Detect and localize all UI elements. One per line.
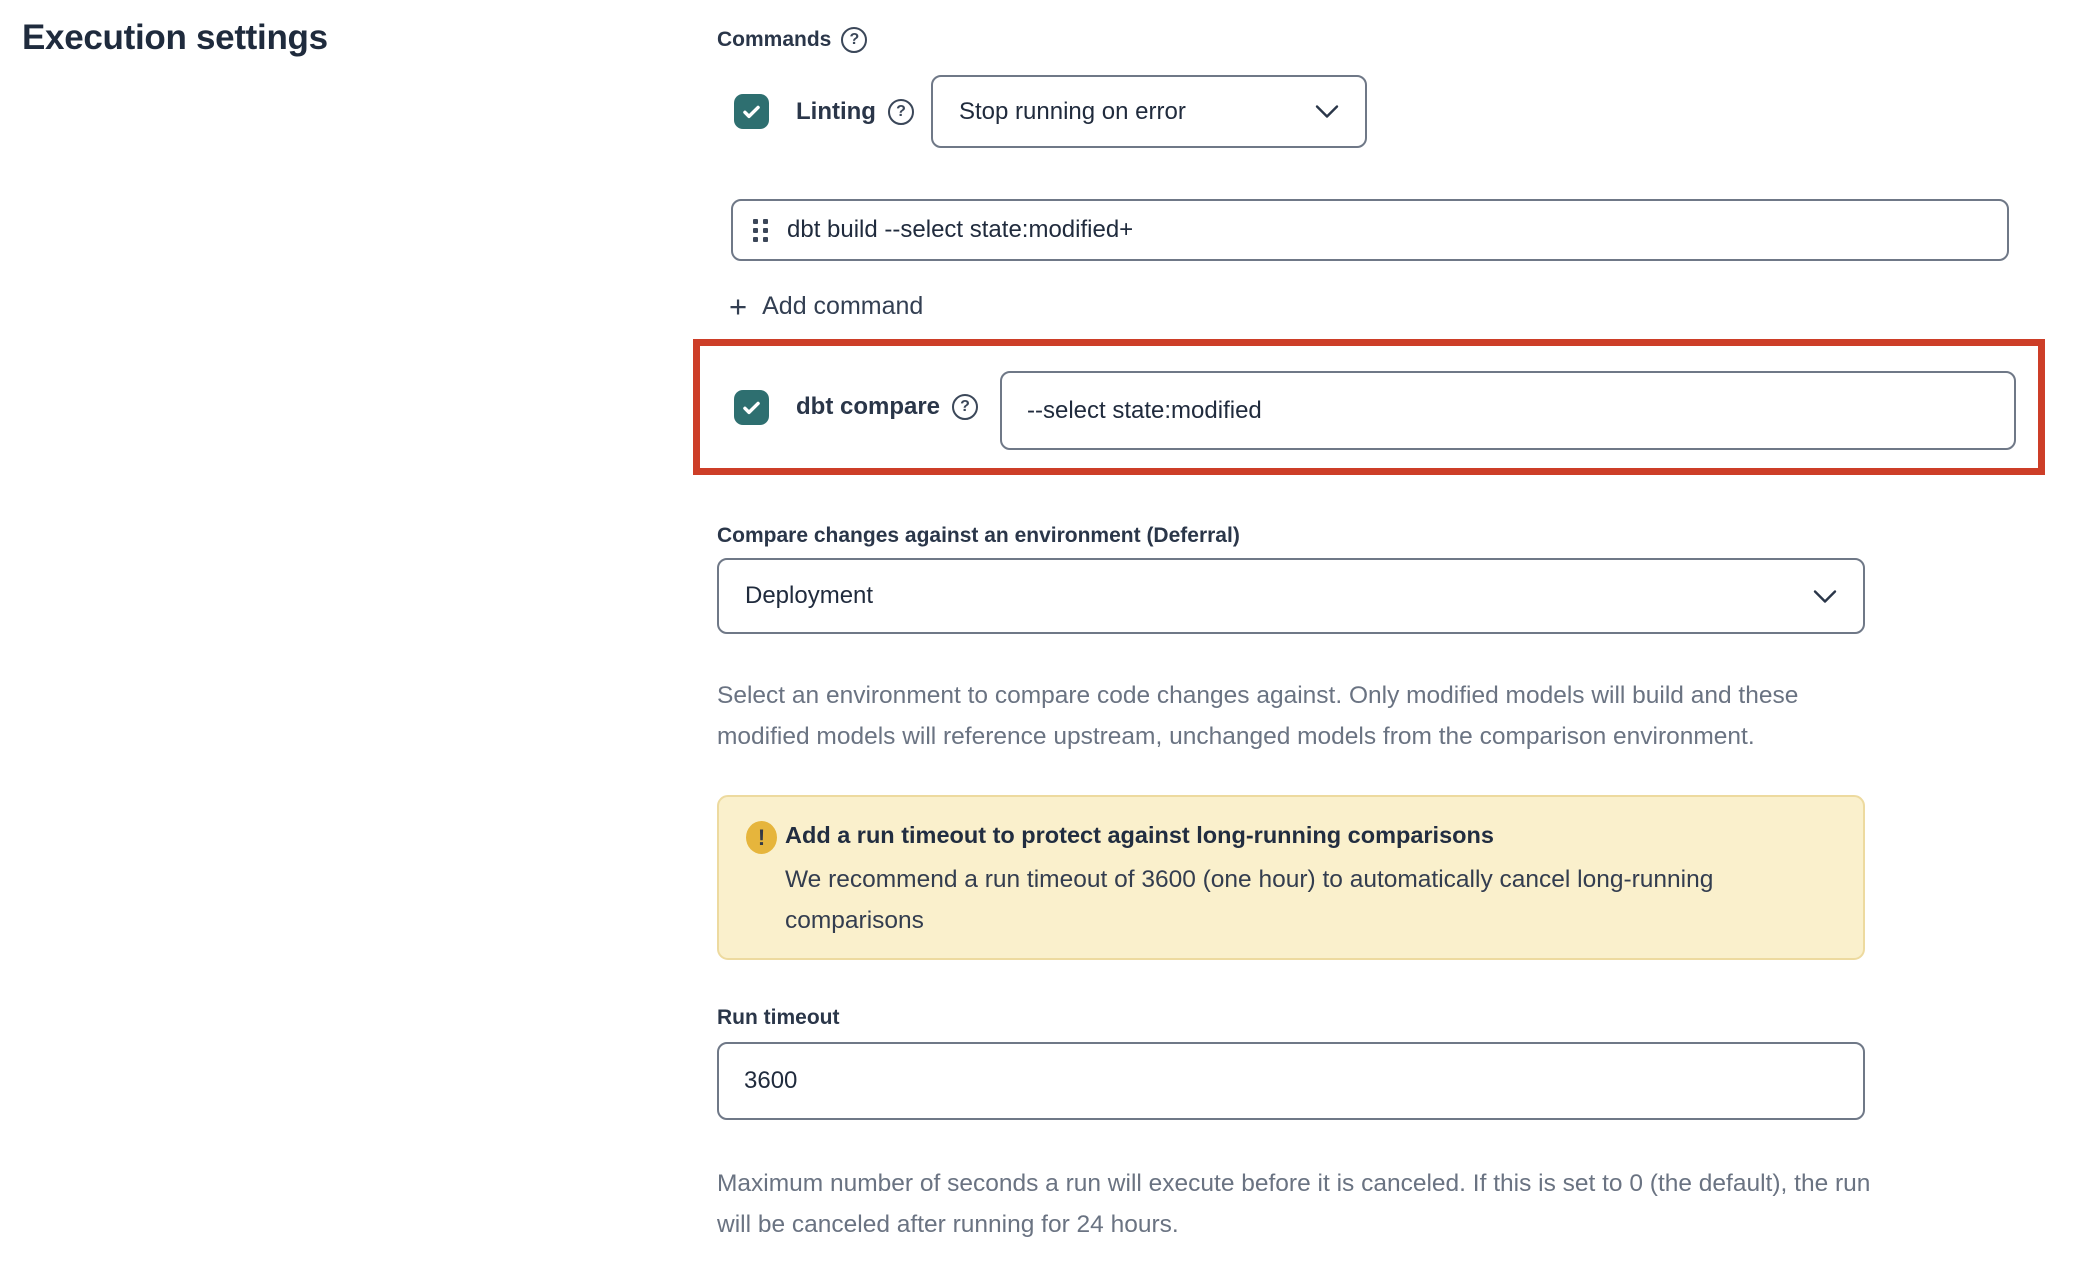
add-command-button[interactable] [729, 291, 923, 322]
alert-icon: ! [746, 821, 777, 854]
commands-label-text: Commands [717, 28, 832, 51]
commands-section-label [717, 27, 867, 53]
environment-select[interactable] [717, 558, 1865, 634]
drag-handle-icon[interactable] [753, 219, 768, 242]
commands-help-icon[interactable]: ? [841, 27, 867, 53]
run-timeout-warning [717, 795, 1865, 960]
run-timeout-input[interactable] [717, 1042, 1865, 1120]
linting-checkbox[interactable] [734, 94, 769, 129]
linting-on-error-select[interactable] [931, 75, 1367, 148]
deferral-description: Select an environment to compare code changes against. Only modified models will build and these modified models will reference upstream, unchanged models from the comparison environment. [717, 681, 1799, 750]
run-timeout-description: Maximum number of seconds a run will execute before it is canceled. If this is set to 0 (the default), the run will be canceled after running for 24 hours. [717, 1169, 1871, 1238]
command-input[interactable] [787, 216, 1987, 244]
linting-help-icon[interactable]: ? [888, 99, 914, 125]
deferral-label: Compare changes against an environment (Deferral) [717, 524, 1240, 547]
linting-on-error-value: Stop running on error [959, 97, 1186, 125]
dbt-compare-input[interactable] [1000, 371, 2016, 450]
environment-select-value: Deployment [745, 582, 874, 609]
linting-row [734, 75, 914, 148]
dbt-compare-row [734, 339, 978, 475]
chevron-down-icon [1813, 589, 1837, 604]
dbt-compare-checkbox[interactable] [734, 390, 769, 425]
checkmark-icon [741, 397, 762, 418]
checkmark-icon [741, 101, 762, 122]
dbt-compare-help-icon[interactable]: ? [952, 394, 978, 420]
dbt-compare-label: dbt compare [796, 393, 941, 420]
page-title: Execution settings [22, 18, 328, 57]
add-command-label: Add command [762, 292, 924, 320]
plus-icon: + [729, 289, 748, 324]
run-timeout-label: Run timeout [717, 1006, 840, 1029]
chevron-down-icon [1315, 104, 1339, 119]
command-row [731, 199, 2009, 261]
linting-label: Linting [796, 97, 876, 125]
warning-title: Add a run timeout to protect against long-running comparisons [785, 822, 1494, 848]
warning-body: We recommend a run timeout of 3600 (one hour) to automatically cancel long-running comparisons [785, 866, 1714, 934]
